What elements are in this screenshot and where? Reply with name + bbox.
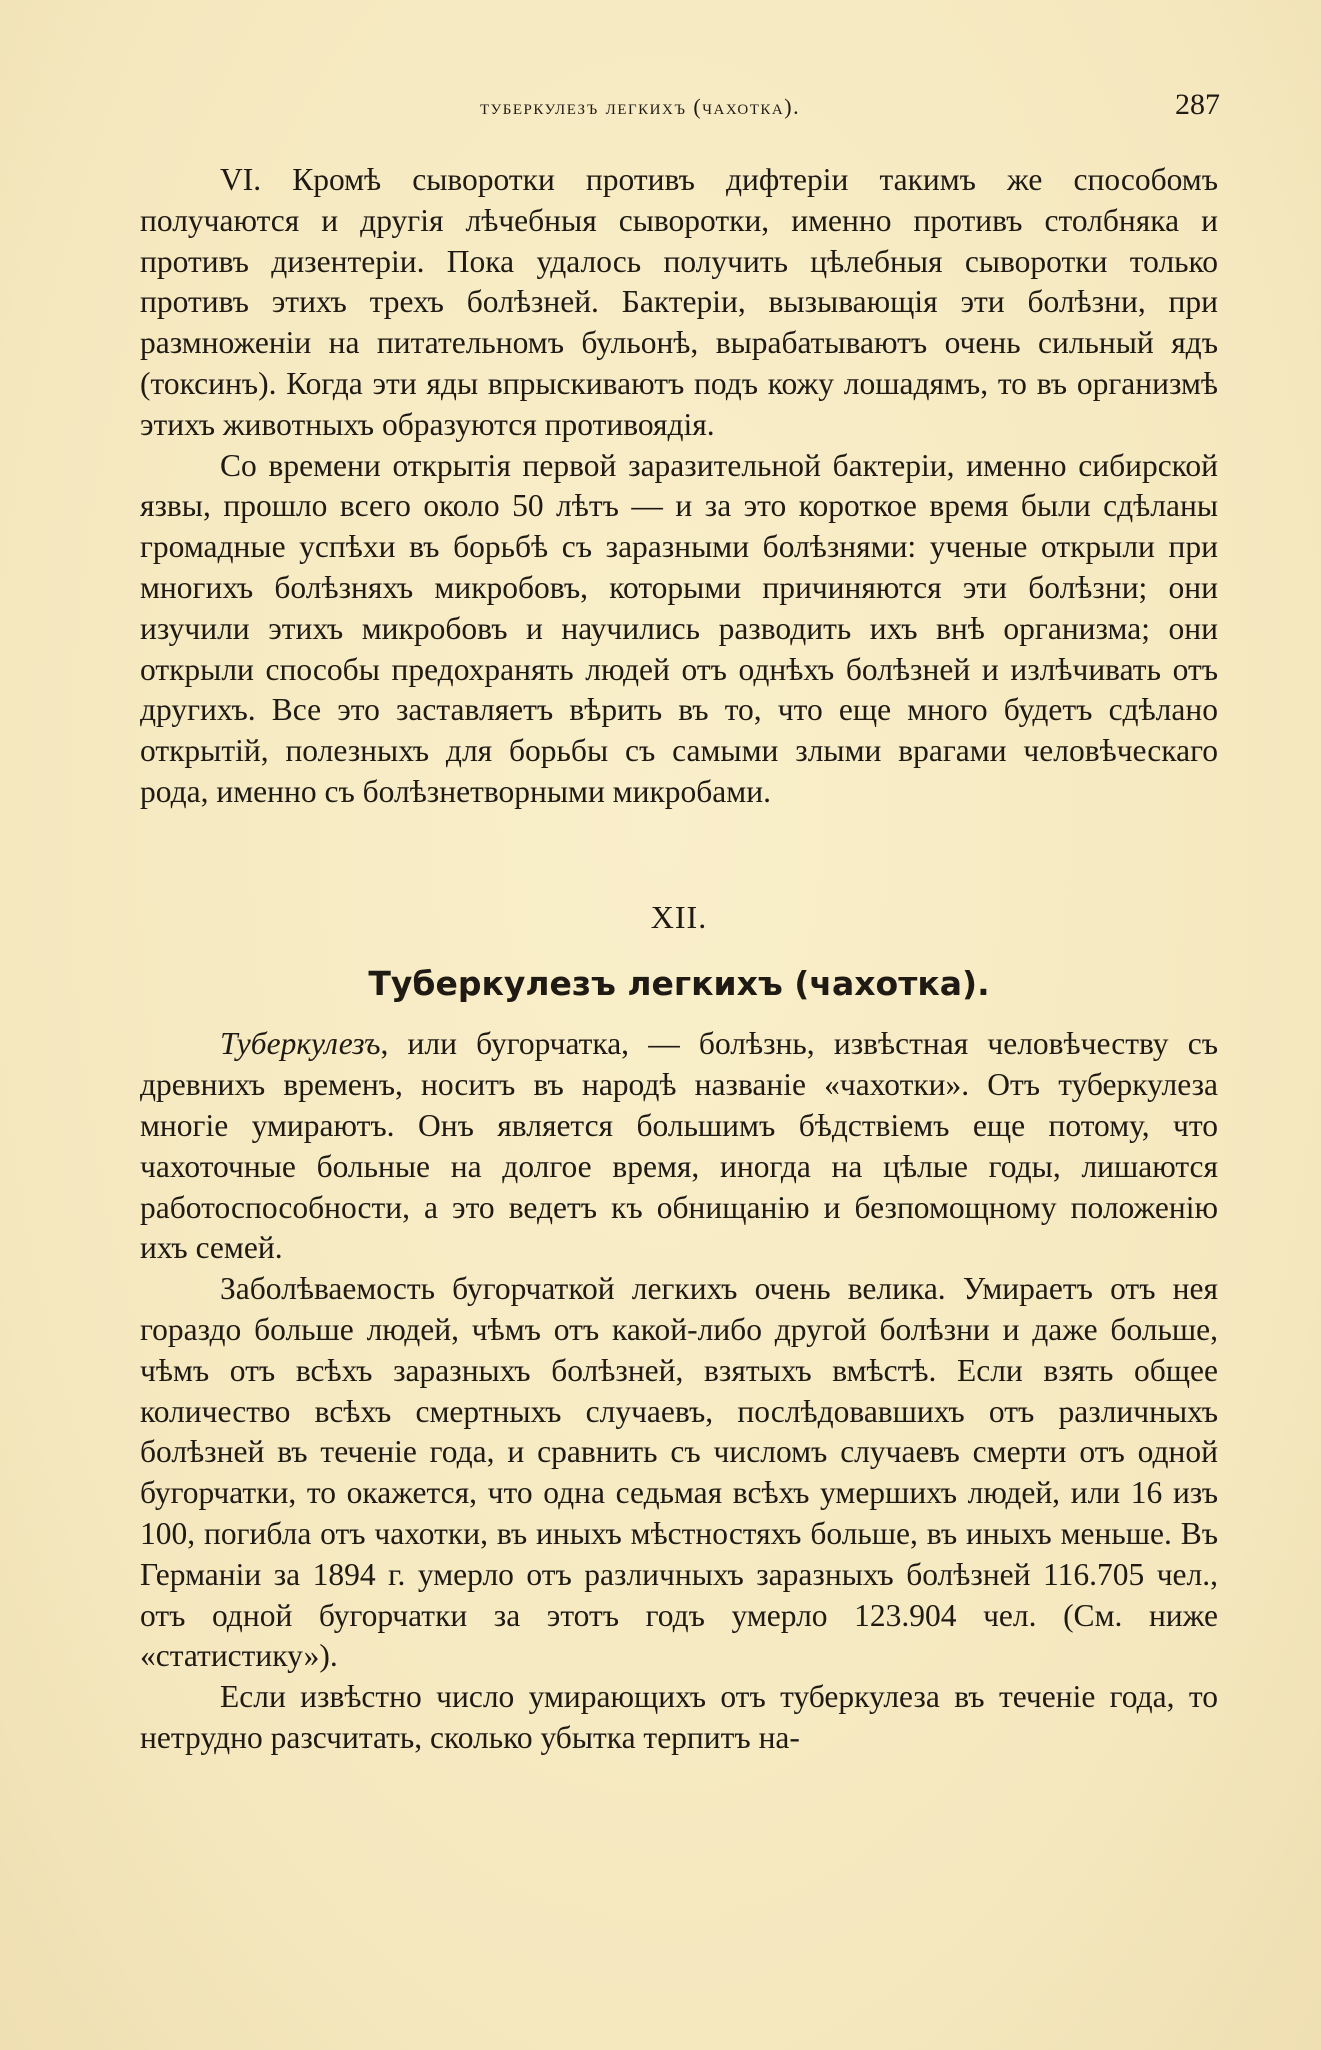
page-number: 287 (1175, 88, 1220, 121)
paragraph-antiserum: VI. Кромѣ сыворотки противъ дифтеріи такимъ же способомъ получаются и другія лѣчебныя сыворотки, именно противъ столбняка и противъ дизентеріи. Пока удалось получить цѣлебныя сыворотки только противъ этихъ трехъ болѣзней. Бактеріи, вызывающія эти болѣзни, при размноженіи на питательномъ бульонѣ, вырабатываютъ очень сильный ядъ (токсинъ). Когда эти яды впрыскиваютъ подъ кожу лошадямъ, то въ организмѣ этихъ животныхъ образуются противоядія. (140, 162, 1218, 442)
paragraph-tb-intro-text: , или бугорчатка, — болѣзнь, извѣстная человѣчеству съ древнихъ временъ, носитъ въ народѣ названіе «чахотки». Отъ туберкулеза многіе умираютъ. Онъ является большимъ бѣдствіемъ еще потому, что чахоточные больные на долгое время, иногда на цѣлые годы, лишаются работоспособности, а это ведетъ къ обнищанію и безпомощному положенію ихъ семей. (140, 1026, 1218, 1266)
term-tuberculosis: Туберкулезъ (220, 1026, 381, 1062)
paragraph-tb-intro (140, 1024, 1218, 1269)
section-title: Туберкулезъ легкихъ (чахотка). (368, 963, 990, 1003)
paragraph-losses: Если извѣстно число умирающихъ отъ туберкулеза въ теченіе года, то нетрудно разсчитать, сколько убытка терпитъ на- (140, 1679, 1218, 1755)
section-number: XII. (650, 898, 708, 935)
paragraph-morbidity: Заболѣваемость бугорчаткой легкихъ очень велика. Умираетъ отъ нея гораздо больше людей, чѣмъ отъ какой-либо другой болѣзни и даже больше, чѣмъ отъ всѣхъ заразныхъ болѣзней, взятыхъ вмѣстѣ. Если взять общее количество всѣхъ смертныхъ случаевъ, послѣдовавшихъ отъ различныхъ болѣзней въ теченіе года, и сравнить съ числомъ случаевъ смерти отъ одной бугорчатки, то окажется, что одна седьмая всѣхъ умершихъ людей, или 16 изъ 100, погибла отъ чахотки, въ иныхъ мѣстностяхъ больше, въ иныхъ меньше. Въ Германіи за 1894 г. умерло отъ различныхъ заразныхъ болѣзней 116.705 чел., отъ одной бугорчатки за этотъ годъ умерло 123.904 чел. (См. ниже «статистику»). (140, 1271, 1218, 1674)
running-title: туберкулезъ легкихъ (чахотка). (480, 94, 801, 119)
section-heading (140, 897, 1218, 1005)
running-head (140, 88, 1220, 128)
body-text (140, 160, 1218, 1759)
paragraph-bacteria-history: Со времени открытія первой заразительной бактеріи, именно сибирской язвы, прошло всего около 50 лѣтъ — и за это короткое время были сдѣланы громадные успѣхи въ борьбѣ съ заразными болѣзнями: ученые открыли при многихъ болѣзняхъ микробовъ, которыми причиняются эти болѣзни; они изучили этихъ микробовъ и научились разводить ихъ внѣ организма; они открыли способы предохранять людей отъ однѣхъ болѣзней и излѣчивать отъ другихъ. Все это заставляетъ вѣрить въ то, что еще много будетъ сдѣлано открытій, полезныхъ для борьбы съ самыми злыми врагами человѣческаго рода, именно съ болѣзнетворными микробами. (140, 447, 1218, 809)
